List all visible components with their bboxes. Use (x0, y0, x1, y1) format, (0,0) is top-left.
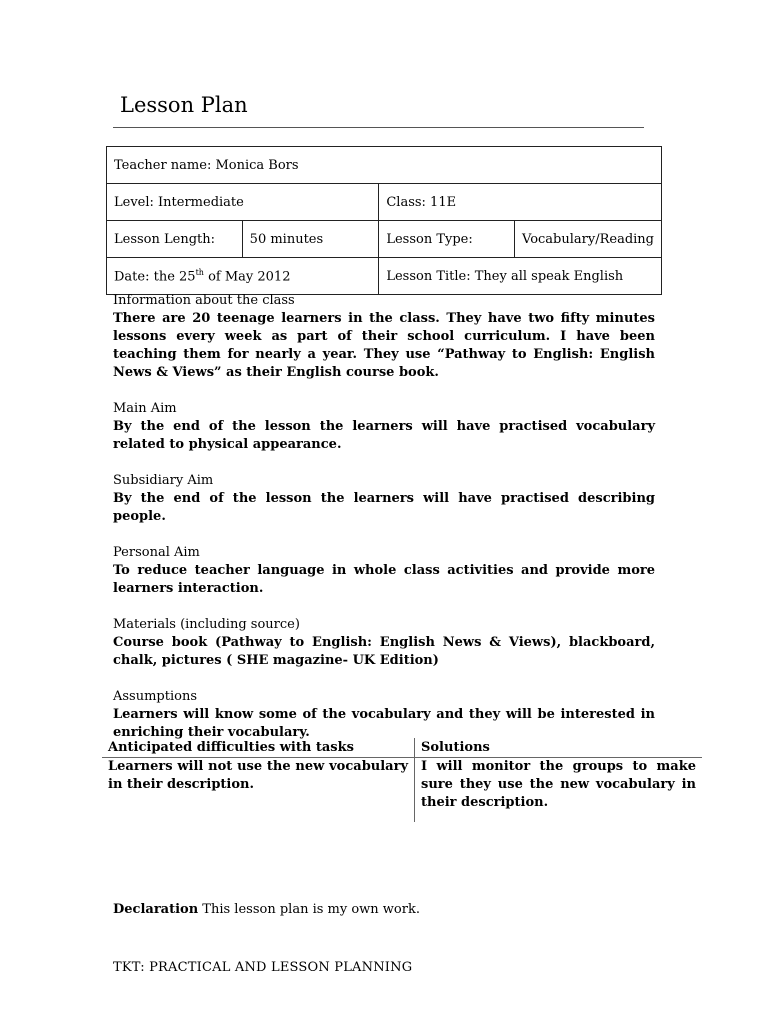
section-heading: Main Aim (113, 401, 177, 416)
page-title: Lesson Plan (120, 93, 248, 117)
difficulty-cell: Learners will not use the new vocabulary in their description. (102, 758, 415, 823)
section-body: To reduce teacher language in whole class activities and provide more learners interaction. (113, 563, 655, 596)
section-subsidiary-aim (113, 472, 655, 526)
section-heading: Information about the class (113, 293, 295, 308)
date-cell (107, 258, 379, 295)
section-body: There are 20 teenage learners in the class. They have two fifty minutes lessons every week as part of their school curriculum. I have been teaching them for nearly a year. They use “Pathway to English: English News & Views” as their English course book. (113, 311, 655, 380)
declaration (113, 902, 420, 917)
difficulties-table (102, 738, 702, 822)
lesson-type-label: Lesson Type: (379, 221, 515, 258)
table-row (107, 147, 662, 184)
lesson-type-value: Vocabulary/Reading (515, 221, 662, 258)
date-superscript: th (195, 267, 204, 277)
lesson-info-table (106, 146, 662, 295)
difficulties-header: Anticipated difficulties with tasks (102, 738, 415, 758)
class-cell: Class: 11E (379, 184, 662, 221)
table-row (107, 221, 662, 258)
declaration-text: This lesson plan is my own work. (198, 902, 420, 917)
page-footer: TKT: PRACTICAL AND LESSON PLANNING (113, 960, 413, 975)
plan-sections (113, 292, 655, 760)
section-heading: Assumptions (113, 689, 198, 704)
teacher-name-cell: Teacher name: Monica Bors (107, 147, 662, 184)
section-body: Learners will know some of the vocabulary and they will be interested in enriching their vocabulary. (113, 707, 655, 740)
declaration-label: Declaration (113, 902, 199, 917)
section-heading: Subsidiary Aim (113, 473, 214, 488)
section-heading: Personal Aim (113, 545, 200, 560)
section-materials (113, 616, 655, 670)
solutions-header: Solutions (415, 738, 703, 758)
date-prefix: Date: the 25 (114, 269, 196, 285)
table-row (102, 758, 702, 823)
title-divider (113, 127, 644, 128)
solution-cell: I will monitor the groups to make sure they use the new vocabulary in their description. (421, 759, 696, 810)
lesson-title-cell: Lesson Title: They all speak English (379, 258, 662, 295)
section-body: By the end of the lesson the learners will have practised describing people. (113, 491, 655, 524)
table-header-row (102, 738, 702, 758)
level-cell: Level: Intermediate (107, 184, 379, 221)
section-class-info (113, 292, 655, 382)
table-row (107, 184, 662, 221)
section-main-aim (113, 400, 655, 454)
section-body: By the end of the lesson the learners will have practised vocabulary related to physical appearance. (113, 419, 655, 452)
lesson-length-label: Lesson Length: (107, 221, 243, 258)
section-assumptions (113, 688, 655, 742)
section-heading: Materials (including source) (113, 617, 300, 632)
section-body: Course book (Pathway to English: English News & Views), blackboard, chalk, pictures ( SHE magazine- UK Edition) (113, 635, 655, 668)
lesson-length-value: 50 minutes (242, 221, 379, 258)
section-personal-aim (113, 544, 655, 598)
date-suffix: of May 2012 (203, 269, 291, 285)
table-row (107, 258, 662, 295)
